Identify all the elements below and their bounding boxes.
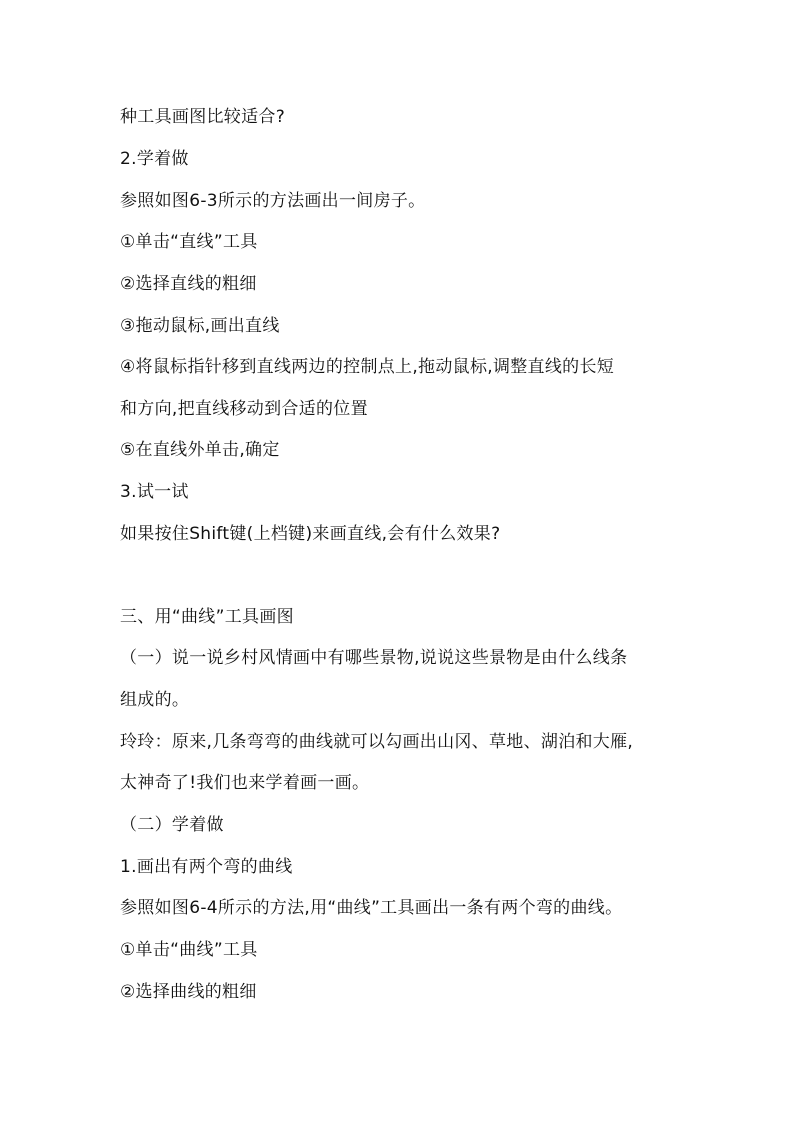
step-item: ⑤在直线外单击,确定 xyxy=(120,440,280,460)
chapter-heading: 三、用“曲线”工具画图 xyxy=(120,607,294,627)
text-line: 种工具画图比较适合? xyxy=(120,107,286,127)
text-line: 参照如图6-3所示的方法画出一间房子。 xyxy=(120,191,426,211)
text-line: 太神奇了!我们也来学着画一画。 xyxy=(120,773,370,793)
section-heading: 1.画出有两个弯的曲线 xyxy=(120,857,293,877)
step-item: ②选择直线的粗细 xyxy=(120,274,257,294)
step-item: ①单击“直线”工具 xyxy=(120,232,258,252)
step-item: ③拖动鼠标,画出直线 xyxy=(120,316,280,336)
text-line: 玲玲：原来,几条弯弯的曲线就可以勾画出山冈、草地、湖泊和大雁, xyxy=(120,732,634,752)
text-line: 和方向,把直线移动到合适的位置 xyxy=(120,399,368,419)
text-line: 组成的。 xyxy=(120,690,190,710)
text-line: 如果按住Shift键(上档键)来画直线,会有什么效果? xyxy=(120,524,501,544)
step-item: ①单击“曲线”工具 xyxy=(120,940,258,960)
step-item: ②选择曲线的粗细 xyxy=(120,982,257,1002)
step-item: ④将鼠标指针移到直线两边的控制点上,拖动鼠标,调整直线的长短 xyxy=(120,357,615,377)
subsection-heading: （二）学着做 xyxy=(120,815,224,835)
section-heading: 3.试一试 xyxy=(120,482,189,502)
text-line: 参照如图6-4所示的方法,用“曲线”工具画出一条有两个弯的曲线。 xyxy=(120,898,623,918)
subsection-heading: （一）说一说乡村风情画中有哪些景物,说说这些景物是由什么线条 xyxy=(120,648,628,668)
section-heading: 2.学着做 xyxy=(120,149,189,169)
